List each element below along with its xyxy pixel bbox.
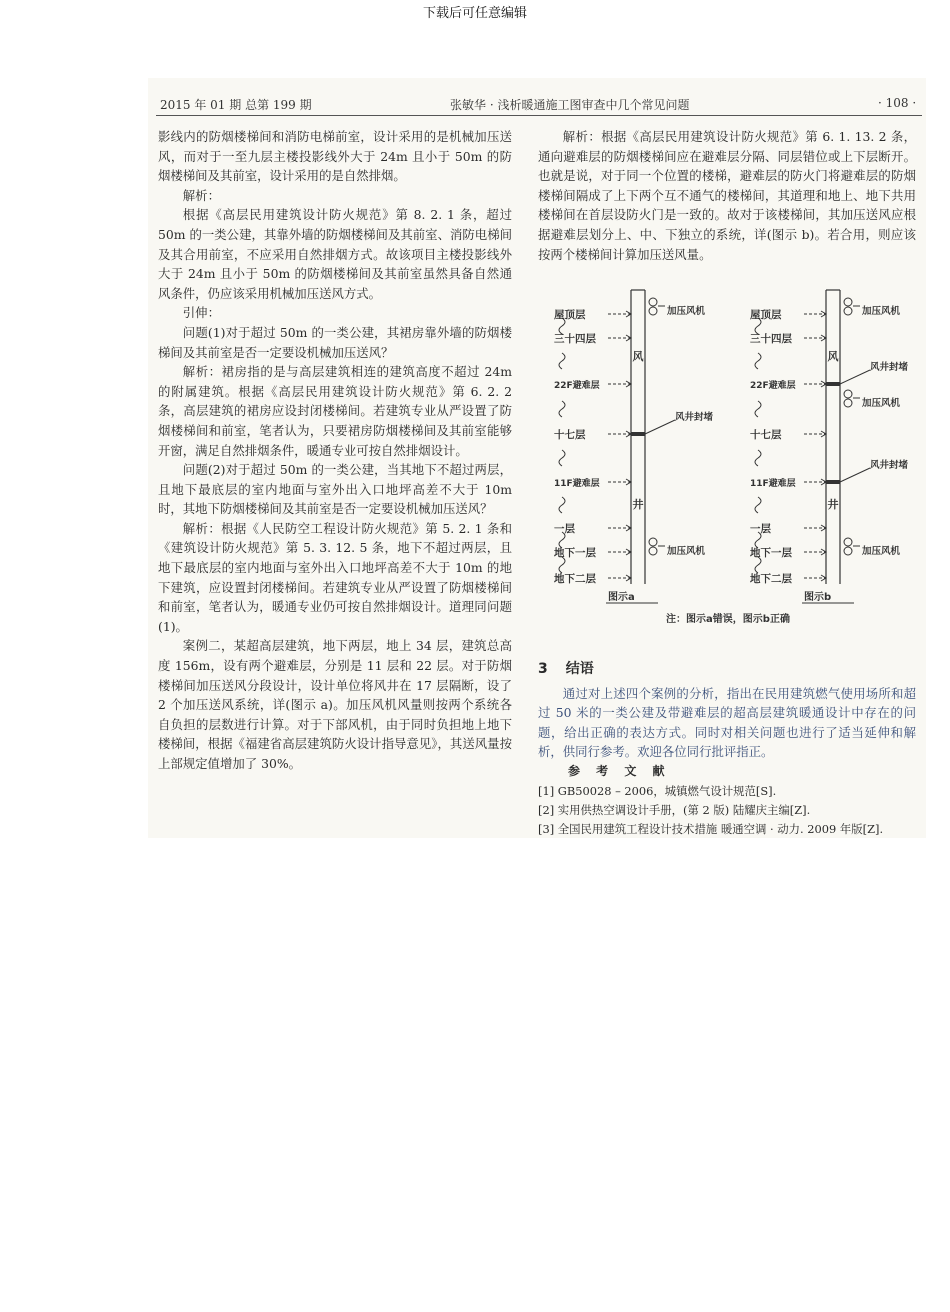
fan-label: 加压风机 <box>862 306 901 317</box>
fan-icon <box>649 538 657 546</box>
floor-label: 地下二层 <box>554 573 596 585</box>
right-column-bottom <box>538 660 916 839</box>
paragraph: 问题(2)对于超过 50m 的一类公建，当其地下不超过两层，且地下最底层的室内地面与室外出入口地坪高差不大于 10m 时，其地下防烟楼梯间及其前室是否一定要设机械加压送风？ <box>158 462 512 517</box>
diagram-caption: 图示a <box>608 592 635 603</box>
diagram-note: 注：图示a错误，图示b正确 <box>666 614 790 625</box>
page-number: · 108 · <box>878 96 917 110</box>
section-title: 结语 <box>565 661 594 677</box>
diagram-svg <box>538 284 918 630</box>
article-title: 张敏华 · 浅析暖通施工图审查中几个常见问题 <box>450 98 690 112</box>
paragraph: 影线内的防烟楼梯间和消防电梯前室，设计采用的是机械加压送风，而对于一至九层主楼投影线外大于 24m 且小于 50m 的防烟楼梯间及其前室，设计采用的是自然排烟。 <box>158 129 512 184</box>
seal-label: 风井封堵 <box>870 460 909 471</box>
seal-label: 风井封堵 <box>870 362 909 373</box>
leader-line <box>840 468 870 482</box>
paragraph: 引伸： <box>182 305 220 321</box>
break-mark-icon <box>755 450 761 466</box>
floor-label: 十七层 <box>750 429 782 441</box>
floor-label: 地下一层 <box>750 547 792 559</box>
shaft-seal <box>826 382 840 386</box>
fan-icon <box>844 307 852 315</box>
paragraph: 解析：根据《高层民用建筑设计防火规范》第 6. 1. 13. 2 条，通向避难层的防烟楼梯间应在避难层分隔、同层错位或上下层断开。也就是说，对于同一个位置的楼梯，避难层的防火门将避难层的防烟楼梯间隔成了上下两个互不通气的楼梯间，其道理和地上、地下共用楼梯间在首层设防火门是一致的。故对于该楼梯间，其加压送风应根据避难层划分上、中、下独立的系统，详(图示 b)。若合用，则应该按两个楼梯间计算加压送风量。 <box>538 129 916 262</box>
section-heading <box>538 660 916 680</box>
shaft-seal <box>826 480 840 484</box>
fan-icon <box>844 399 852 407</box>
floor-label: 一层 <box>750 523 771 535</box>
floor-label: 十七层 <box>554 429 586 441</box>
header-rule <box>156 115 922 116</box>
fan-label: 加压风机 <box>667 306 706 317</box>
floor-label: 一层 <box>554 523 575 535</box>
shaft-seal <box>631 432 645 436</box>
floor-label: 22F避难层 <box>554 381 600 391</box>
conclusion-paragraph: 通过对上述四个案例的分析，指出在民用建筑燃气使用场所和超过 50 米的一类公建及带避难层的超高层建筑暖通设计中存在的问题，给出正确的表达方式。同时对相关问题也进行了适当延伸和解析，供同行参考。欢迎各位同行批评指正。 <box>538 685 916 760</box>
right-column-top <box>538 127 916 264</box>
break-mark-icon <box>755 497 761 513</box>
paragraph: 根据《高层民用建筑设计防火规范》第 8. 2. 1 条，超过 50m 的一类公建，其靠外墙的防烟楼梯间及其前室、消防电梯间及其合用前室，不应采用自然排烟方式。故该项目主楼投影线外大于 24m 且小于 50m 的防烟楼梯间及其前室虽然具备自然通风条件，仍应该采用机械加压送风方式。 <box>158 207 512 301</box>
floor-label: 22F避难层 <box>750 381 796 391</box>
break-mark-icon <box>559 401 565 417</box>
fan-icon <box>844 538 852 546</box>
fan-label: 加压风机 <box>667 546 706 557</box>
reference-item: [2] 实用供热空调设计手册，(第 2 版) 陆耀庆主编[Z]. <box>538 802 811 817</box>
paragraph: 解析：裙房指的是与高层建筑相连的建筑高度不超过 24m 的附属建筑。根据《高层民用建筑设计防火规范》第 6. 2. 2 条，高层建筑的裙房应设封闭楼梯间。若建筑专业从严设置了防烟楼梯间和前室，笔者认为，只要裙房防烟楼梯间及其前室能够开窗，满足自然排烟条件，暖通专业可按自然排烟设计。 <box>158 364 512 458</box>
left-column <box>158 127 512 774</box>
break-mark-icon <box>755 353 761 369</box>
fan-icon <box>649 307 657 315</box>
floor-label: 11F避难层 <box>750 479 796 489</box>
floor-label: 三十四层 <box>750 333 792 345</box>
fan-icon <box>844 298 852 306</box>
paragraph: 解析：根据《人民防空工程设计防火规范》第 5. 2. 1 条和《建筑设计防火规范》第 5. 3. 12. 5 条，地下不超过两层，且地下最底层的室内地面与室外出入口地坪高差不大于 10m 的地下建筑，应设置封闭楼梯间。若建筑专业从严设置了防烟楼梯间和前室，笔者认为，暖通专业仍可按自然排烟设计。道理同问题(1)。 <box>158 520 512 634</box>
stairwell-pressurization-diagram <box>538 284 918 630</box>
floor-label: 屋顶层 <box>554 309 586 321</box>
references-title: 参 考 文 献 <box>568 763 671 778</box>
issue-info: 2015 年 01 期 总第 199 期 <box>160 98 312 112</box>
fan-label: 加压风机 <box>862 546 901 557</box>
fan-icon <box>844 390 852 398</box>
section-number: 3 <box>538 661 548 677</box>
reference-item: [1] GB50028 – 2006，城镇燃气设计规范[S]. <box>538 783 777 798</box>
leader-line <box>645 420 675 434</box>
break-mark-icon <box>755 401 761 417</box>
shaft-char: 井 <box>632 498 644 511</box>
running-head <box>160 96 920 114</box>
fan-icon <box>844 547 852 555</box>
leader-line <box>840 370 870 384</box>
paragraph: 案例二，某超高层建筑，地下两层，地上 34 层，建筑总高度 156m，设有两个避难层，分别是 11 层和 22 层。对于防烟楼梯间加压送风分段设计，设计单位将风井在 17 层隔断，设了 2 个加压送风系统，详(图示 a)。加压风机风量则按两个系统各自负担的层数进行计算。对于下部风机，由于同时负担地上地下楼梯间，根据《福建省高层建筑防火设计指导意见》，其送风量按上部规定值增加了 30%。 <box>158 638 512 771</box>
shaft-char: 井 <box>827 498 839 511</box>
reference-item: [3] 全国民用建筑工程设计技术措施 暖通空调 · 动力. 2009 年版[Z]. <box>538 821 884 836</box>
seal-label: 风井封堵 <box>675 412 714 423</box>
break-mark-icon <box>559 353 565 369</box>
floor-label: 屋顶层 <box>750 309 782 321</box>
download-note: 下载后可任意编辑 <box>422 6 527 21</box>
paragraph: 问题(1)对于超过 50m 的一类公建，其裙房靠外墙的防烟楼梯间及其前室是否一定要设机械加压送风？ <box>158 324 512 360</box>
diagram-caption: 图示b <box>804 592 832 603</box>
shaft-char: 风 <box>827 350 839 363</box>
fan-label: 加压风机 <box>862 398 901 409</box>
break-mark-icon <box>559 557 565 573</box>
floor-label: 地下二层 <box>750 573 792 585</box>
paragraph: 解析： <box>182 187 220 203</box>
break-mark-icon <box>559 497 565 513</box>
fan-icon <box>649 547 657 555</box>
shaft-char: 风 <box>632 350 644 363</box>
break-mark-icon <box>755 557 761 573</box>
break-mark-icon <box>559 450 565 466</box>
floor-label: 11F避难层 <box>554 479 600 489</box>
fan-icon <box>649 298 657 306</box>
floor-label: 三十四层 <box>554 333 596 345</box>
floor-label: 地下一层 <box>554 547 596 559</box>
